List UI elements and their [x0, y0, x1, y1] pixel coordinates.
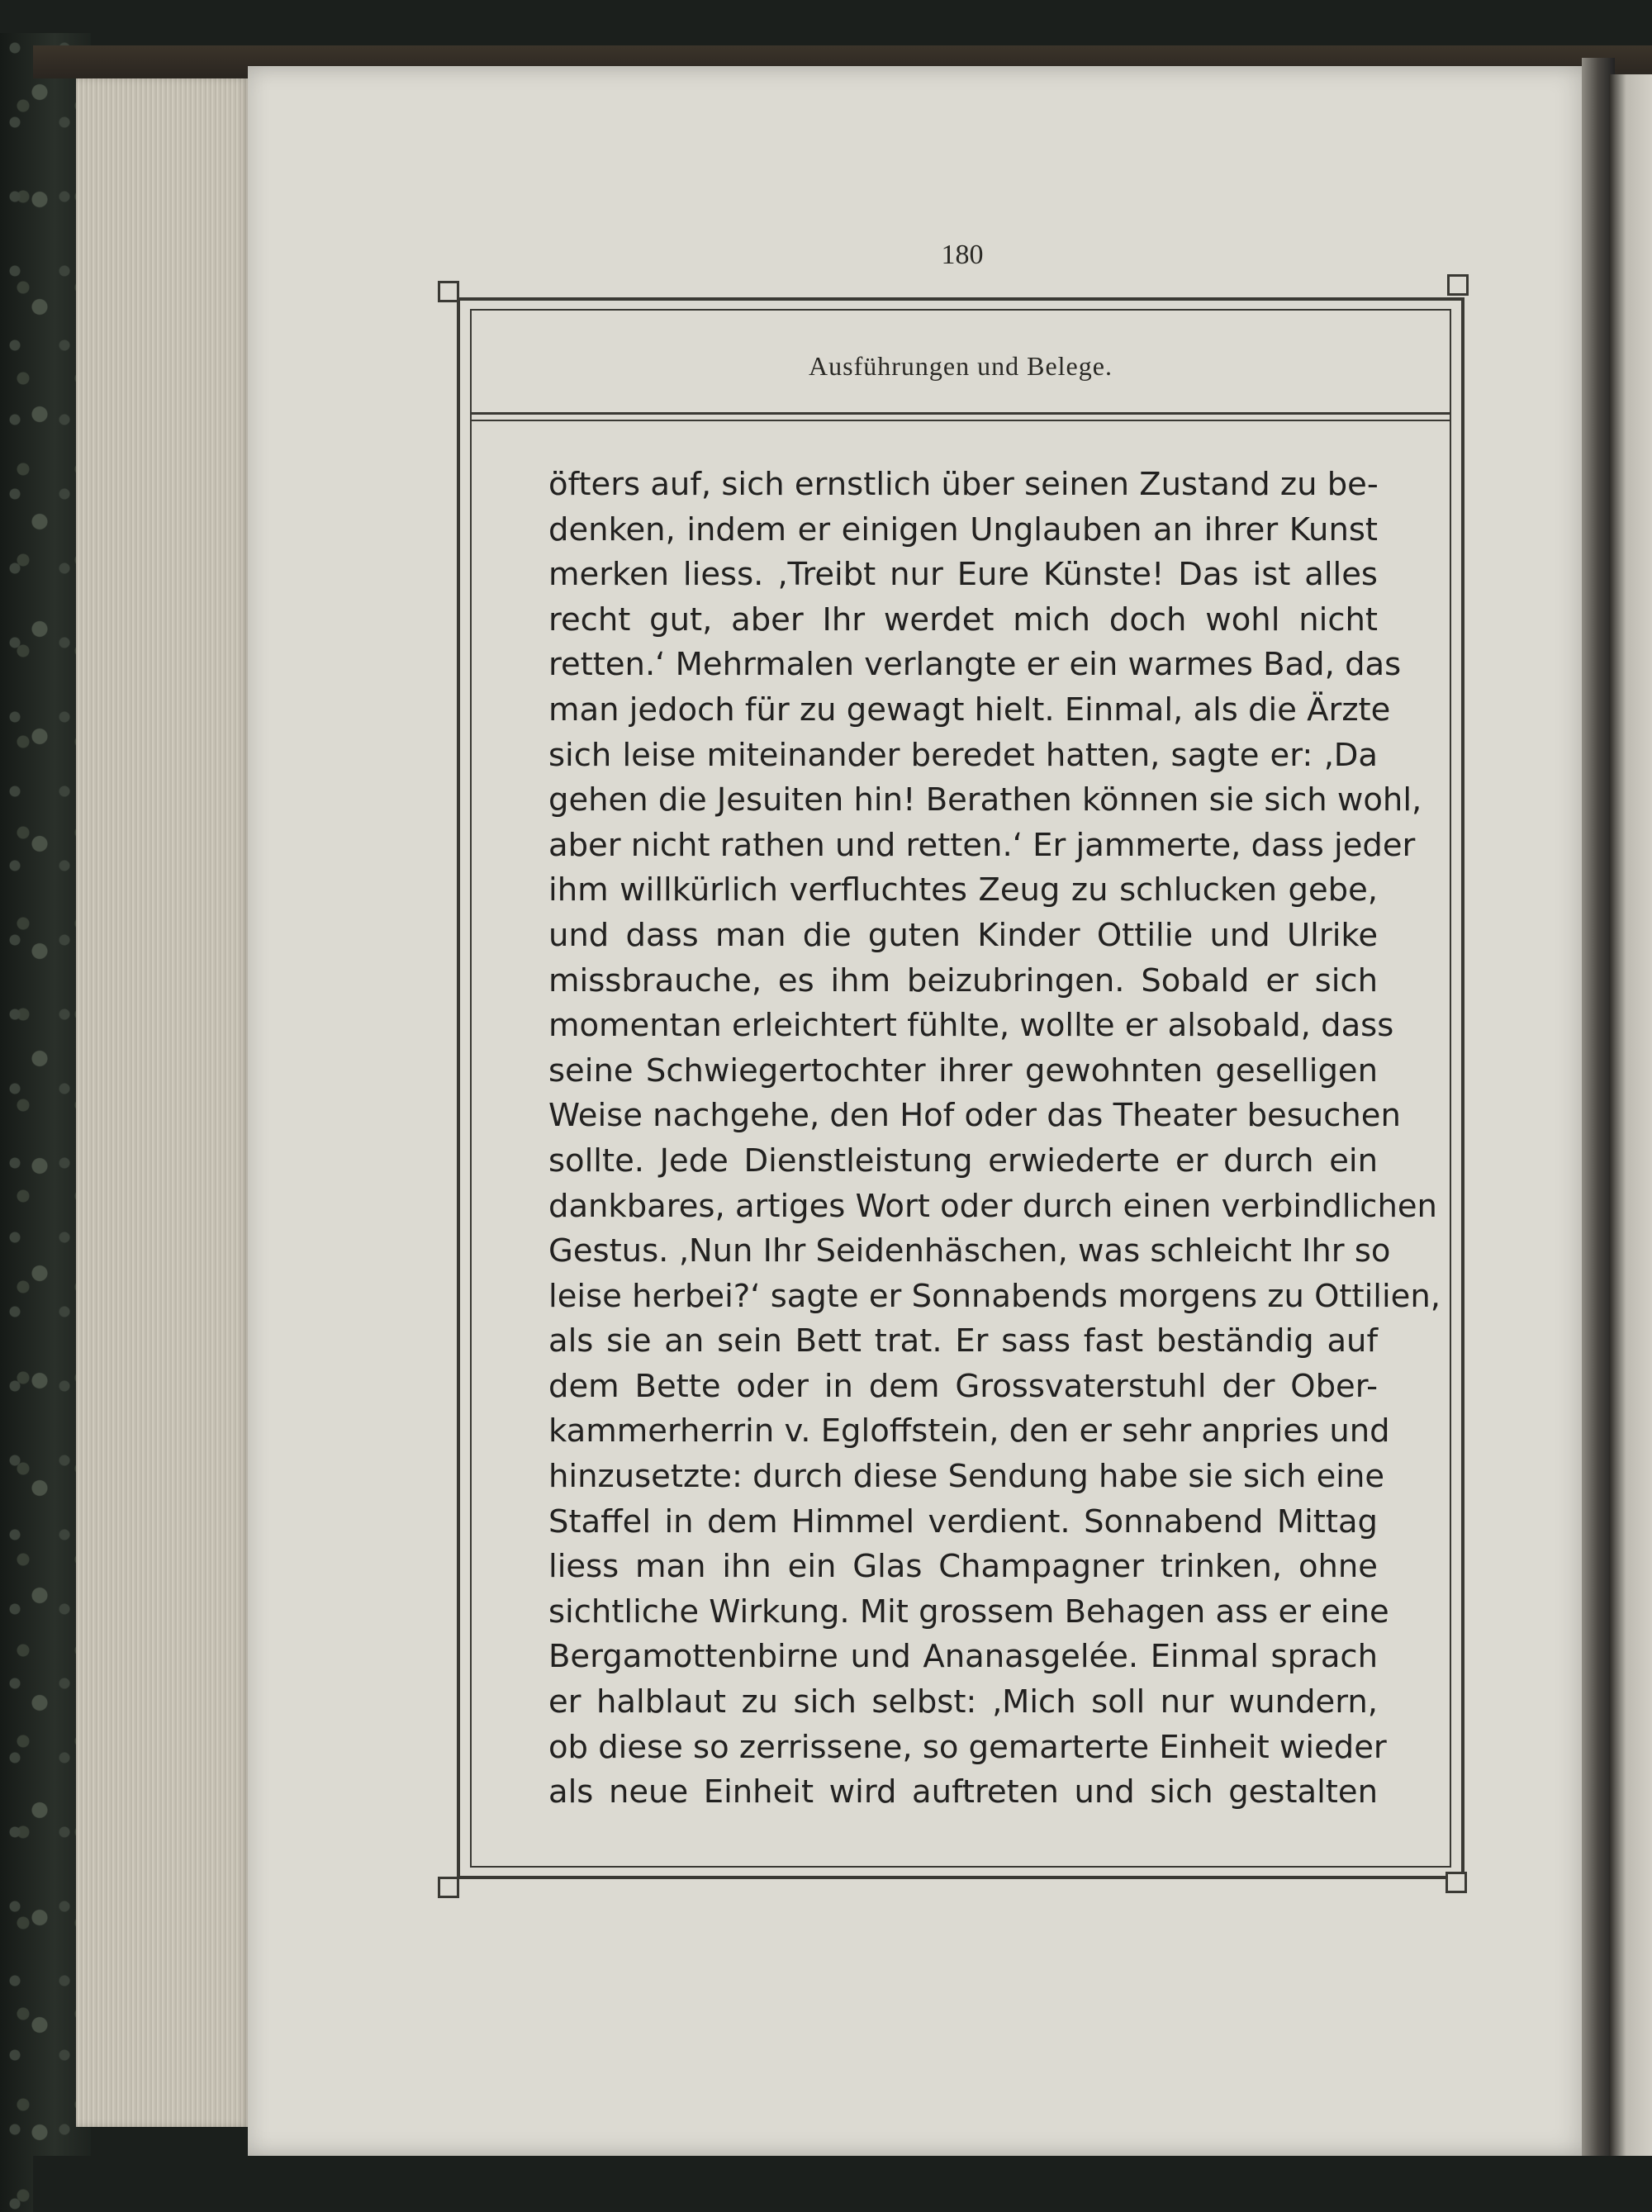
text-line: und dass man die guten Kinder Ottilie und Ulrike — [548, 916, 1378, 954]
page-number: 180 — [941, 240, 984, 270]
text-line: öfters auf, sich ernstlich über seinen Zustand zu be- — [548, 466, 1379, 503]
section-title: Ausführungen und Belege. — [809, 351, 1113, 381]
text-line: aber nicht rathen und retten.‘ Er jammerte, dass jeder — [548, 826, 1416, 864]
text-line: ihm willkürlich verfluchtes Zeug zu schlucken gebe, — [548, 871, 1378, 909]
page-edges — [76, 78, 249, 2127]
text-line: recht gut, aber Ihr werdet mich doch wohl nicht — [548, 600, 1378, 638]
text-line: sich leise miteinander beredet hatten, sagte er: ‚Da — [548, 736, 1378, 774]
text-line: merken liess. ‚Treibt nur Eure Künste! Das ist alles — [548, 556, 1378, 594]
text-line: ob diese so zerrissene, so gemarterte Einheit wieder — [548, 1728, 1387, 1766]
text-line: man jedoch für zu gewagt hielt. Einmal, als die Ärzte — [548, 691, 1391, 729]
text-line: er halblaut zu sich selbst: ‚Mich soll nur wundern, — [548, 1683, 1378, 1721]
text-line: seine Schwiegertochter ihrer gewohnten geselligen — [548, 1051, 1378, 1089]
frame-corner-top-left — [438, 281, 459, 302]
text-line: dem Bette oder in dem Grossvaterstuhl der Ober- — [548, 1367, 1378, 1405]
text-line: missbrauche, es ihm beizubringen. Sobald er sich — [548, 961, 1378, 999]
body-text — [548, 463, 1441, 1816]
text-line: als sie an sein Bett trat. Er sass fast beständig auf — [548, 1322, 1378, 1360]
text-line: hinzusetzte: durch diese Sendung habe sie sich eine — [548, 1458, 1385, 1496]
text-line: sollte. Jede Dienstleistung erwiederte er durch ein — [548, 1142, 1378, 1180]
text-line: Bergamottenbirne und Ananasgelée. Einmal sprach — [548, 1638, 1378, 1676]
text-line: liess man ihn ein Glas Champagner trinken, ohne — [548, 1548, 1378, 1586]
text-line: momentan erleichtert fühlte, wollte er alsobald, dass — [548, 1007, 1394, 1045]
text-line: retten.‘ Mehrmalen verlangte er ein warmes Bad, das — [548, 646, 1402, 684]
text-line: Staffel in dem Himmel verdient. Sonnabend Mittag — [548, 1502, 1378, 1540]
facing-page-edge — [1609, 74, 1652, 2156]
text-line: leise herbei?‘ sagte er Sonnabends morgens zu Ottilien, — [548, 1277, 1441, 1315]
text-line: kammerherrin v. Egloffstein, den er sehr anpries und — [548, 1412, 1390, 1450]
frame-corner-top-right — [1447, 274, 1469, 296]
frame-corner-bottom-right — [1446, 1872, 1467, 1893]
text-line: gehen die Jesuiten hin! Berathen können sie sich wohl, — [548, 781, 1422, 819]
text-line: Gestus. ‚Nun Ihr Seidenhäschen, was schleicht Ihr so — [548, 1232, 1391, 1270]
text-line: Weise nachgehe, den Hof oder das Theater besuchen — [548, 1097, 1401, 1135]
text-line: sichtliche Wirkung. Mit grossem Behagen ass er eine — [548, 1593, 1389, 1631]
text-line: dankbares, artiges Wort oder durch einen verbindlichen — [548, 1187, 1437, 1225]
book-cover-bottom — [33, 2156, 1652, 2212]
frame-corner-bottom-left — [438, 1877, 459, 1898]
text-line: als neue Einheit wird auftreten und sich gestalten — [548, 1773, 1378, 1811]
text-line: denken, indem er einigen Unglauben an ihrer Kunst — [548, 510, 1378, 548]
